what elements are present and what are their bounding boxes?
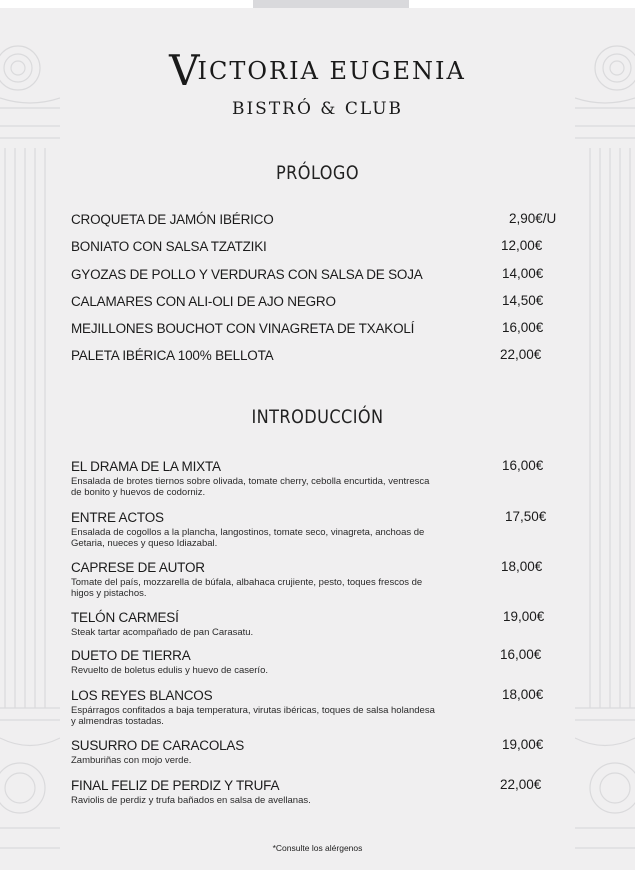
dish-name: CROQUETA DE JAMÓN IBÉRICO <box>71 212 274 227</box>
menu-item <box>71 737 561 767</box>
dish-description: Revuelto de boletus edulis y huevo de caserío. <box>71 665 268 676</box>
dish-name: PALETA IBÉRICA 100% BELLOTA <box>71 348 274 363</box>
menu-page[interactable] <box>0 8 635 870</box>
menu-item <box>71 347 561 365</box>
dish-price: 22,00€ <box>500 347 542 362</box>
section-title-prologo: PRÓLOGO <box>275 162 360 184</box>
menu-item <box>71 647 561 677</box>
dish-price: 22,00€ <box>500 777 542 792</box>
menu-item <box>71 458 561 498</box>
dish-name: SUSURRO DE CARACOLAS <box>71 738 245 753</box>
scroll-tab-indicator <box>253 0 409 8</box>
dish-name: FINAL FELIZ DE PERDIZ Y TRUFA <box>71 778 280 793</box>
dish-name: LOS REYES BLANCOS <box>71 688 213 703</box>
restaurant-logo <box>0 46 635 119</box>
greek-column-left-illustration <box>0 8 60 870</box>
dish-name: ENTRE ACTOS <box>71 510 164 525</box>
allergen-note: *Consulte los alérgenos <box>272 843 363 853</box>
dish-name: BONIATO CON SALSA TZATZIKI <box>71 239 267 254</box>
dish-name: EL DRAMA DE LA MIXTA <box>71 459 221 474</box>
menu-item <box>71 211 561 229</box>
menu-item <box>71 320 561 338</box>
browser-top-strip <box>0 0 635 8</box>
greek-column-right-illustration <box>575 8 635 870</box>
dish-name: TELÓN CARMESÍ <box>71 610 179 625</box>
dish-description: Ensalada de cogollos a la plancha, langostinos, tomate seco, vinagreta, anchoas de Getaria, nueces y queso Idiazabal. <box>71 527 425 549</box>
menu-item <box>71 293 561 311</box>
menu-item <box>71 509 561 549</box>
dish-price: 16,00€ <box>500 647 542 662</box>
dish-price: 2,90€/U <box>509 211 557 226</box>
menu-item <box>71 777 561 807</box>
restaurant-subtitle: BISTRÓ & CLUB <box>231 99 404 119</box>
dish-price: 18,00€ <box>501 559 543 574</box>
dish-name: CALAMARES CON ALI-OLI DE AJO NEGRO <box>71 294 336 309</box>
dish-description: Steak tartar acompañado de pan Carasatu. <box>71 627 254 638</box>
menu-item <box>71 609 561 639</box>
dish-name: MEJILLONES BOUCHOT CON VINAGRETA DE TXAKOLÍ <box>71 321 415 336</box>
dish-name: CAPRESE DE AUTOR <box>71 560 205 575</box>
menu-item <box>71 266 561 284</box>
dish-description: Tomate del país, mozzarella de búfala, albahaca crujiente, pesto, toques frescos de higos y pistachos. <box>71 577 423 599</box>
dish-price: 12,00€ <box>501 238 543 253</box>
dish-price: 19,00€ <box>503 609 545 624</box>
dish-price: 14,00€ <box>502 266 544 281</box>
dish-description: Ensalada de brotes tiernos sobre olivada, tomate cherry, cebolla encurtida, ventresca de bonito y huevos de codorniz. <box>71 476 430 498</box>
dish-description: Espárragos confitados a baja temperatura, virutas ibéricas, toques de salsa holandesa y almendras tostadas. <box>71 705 435 727</box>
dish-price: 16,00€ <box>502 458 544 473</box>
dish-name: GYOZAS DE POLLO Y VERDURAS CON SALSA DE SOJA <box>71 267 423 282</box>
dish-description: Raviolis de perdiz y trufa bañados en salsa de avellanas. <box>71 795 311 806</box>
dish-price: 16,00€ <box>502 320 544 335</box>
dish-price: 17,50€ <box>505 509 547 524</box>
dish-price: 19,00€ <box>502 737 544 752</box>
section-title-introduccion: INTRODUCCIÓN <box>251 406 384 428</box>
menu-item <box>71 559 561 599</box>
menu-item <box>71 687 561 727</box>
menu-item <box>71 238 561 256</box>
dish-name: DUETO DE TIERRA <box>71 648 191 663</box>
dish-description: Zamburiñas con mojo verde. <box>71 755 192 766</box>
dish-price: 14,50€ <box>502 293 544 308</box>
dish-price: 18,00€ <box>502 687 544 702</box>
restaurant-name: VICTORIA EUGENIA <box>169 46 466 95</box>
